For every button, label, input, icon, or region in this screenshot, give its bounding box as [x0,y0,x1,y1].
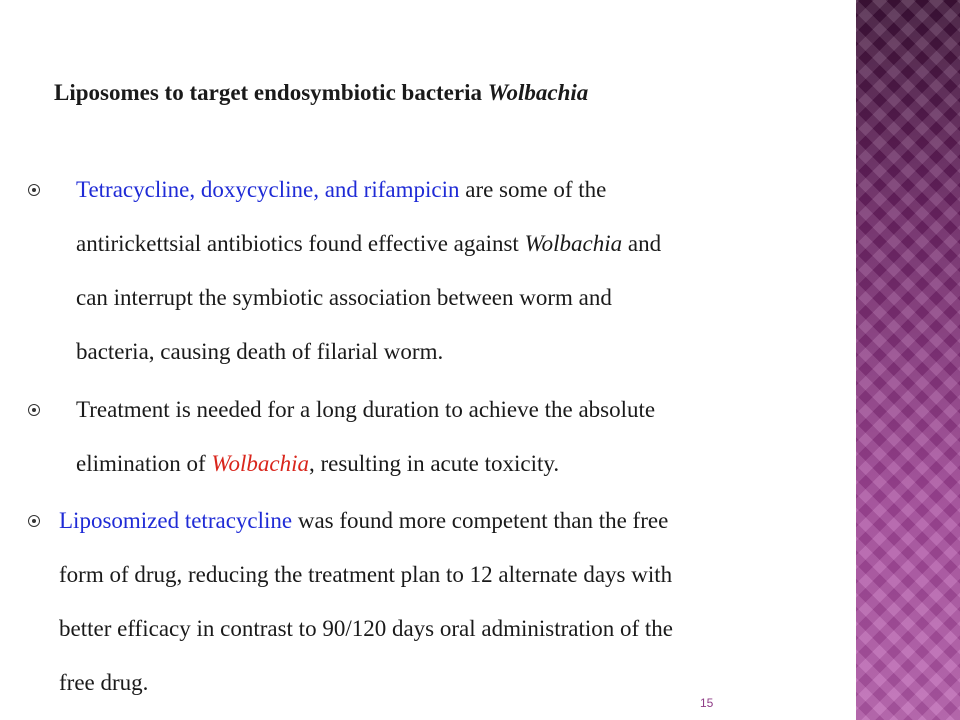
title-main: Liposomes to target endosymbiotic bacteria [54,80,488,105]
bullet-item [59,494,673,710]
bullet-line: Liposomized tetracycline was found more competent than the free [59,508,669,533]
bullet-line: Treatment is needed for a long duration to achieve the absolute [76,397,656,422]
bullet-line: form of drug, reducing the treatment plan to 12 alternate days with [59,562,673,587]
circle-dot-bullet-icon [24,494,44,548]
circle-dot-bullet-icon [24,163,44,217]
title-italic: Wolbachia [487,80,589,105]
bullet-item [76,163,661,379]
bullet-line: bacteria, causing death of filarial worm. [76,339,444,364]
bullet-line: better efficacy in contrast to 90/120 days oral administration of the [59,616,674,641]
bullet-line: elimination of Wolbachia, resulting in acute toxicity. [76,451,560,476]
bullet-line: can interrupt the symbiotic association between worm and [76,285,612,310]
slide-title [54,80,588,106]
circle-dot-bullet-icon [24,383,44,437]
bullet-item [76,383,655,491]
page-number: 15 [700,696,714,710]
decorative-side-band [856,0,960,720]
bullet-line: free drug. [59,670,149,695]
bullet-line: antirickettsial antibiotics found effective against Wolbachia and [76,231,662,256]
bullet-line: Tetracycline, doxycycline, and rifampicin are some of the [76,177,607,202]
